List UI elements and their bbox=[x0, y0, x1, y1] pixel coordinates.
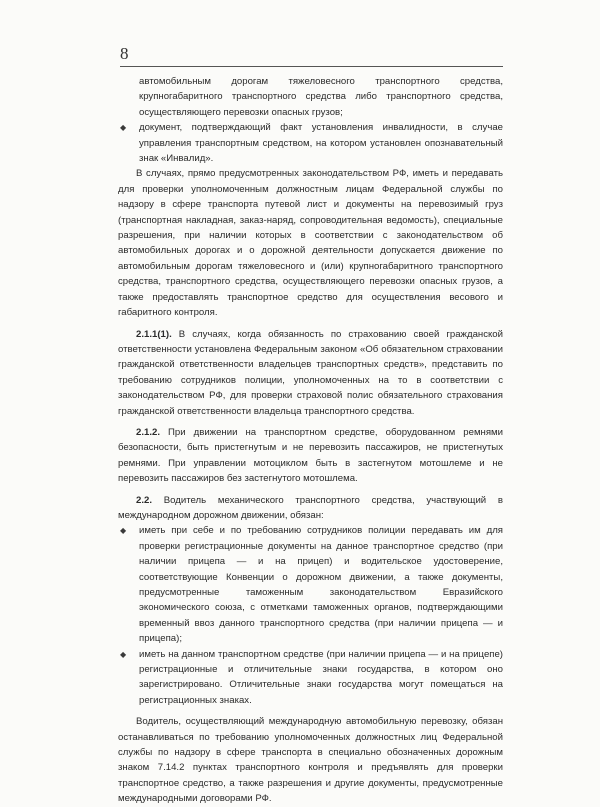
clause-text: В случаях, когда обязанность по страхованию своей гражданской ответственности установлена Федеральным законом «Об обязательном страховании гражданской ответственности владельцев транспортных средств», представить по требованию сотрудников полиции, уполномоченных на то в соответствии с законодательством РФ, для проверки страховой полис обязательного страхования гражданской ответственности владельца транспортного средства. bbox=[118, 328, 503, 417]
clause-number: 2.1.1(1). bbox=[136, 328, 172, 340]
list-item-continuation: автомобильным дорогам тяжеловесного транспортного средства, крупногабаритного транспортного средства либо транспортного средства, осуществляющего перевозки опасных грузов; bbox=[139, 76, 503, 118]
paragraph: В случаях, прямо предусмотренных законодательством РФ, иметь и передавать для проверки уполномоченным должностным лицам Федеральной службы по надзору в сфере транспорта путевой лист и документы на перевозимый груз (транспортная накладная, заказ-наряд, сопроводительная ведомость), специальные разрешения, при наличии которых в соответствии с законодательством об автомобильных дорогах и о дорожной деятельности допускается движение по автомобильным дорогам тяжеловесного и (или) крупногабаритного транспортного средства, транспортного средства, осуществляющего перевозки опасных грузов, а также предоставлять транспортное средство для осуществления весового и габаритного контроля. bbox=[118, 168, 503, 319]
list-item-text: документ, подтверждающий факт установления инвалидности, в случае управления транспортным средством, на котором установлен опознавательный знак «Инвалид». bbox=[139, 122, 503, 165]
page-number: 8 bbox=[120, 44, 129, 63]
clause-2-2 bbox=[118, 493, 503, 524]
clause-number: 2.1.2. bbox=[136, 426, 161, 438]
page-body bbox=[118, 74, 503, 807]
list-item bbox=[118, 647, 503, 709]
header-rule bbox=[120, 66, 503, 67]
list-item bbox=[118, 523, 503, 646]
bullet-icon: ◆ bbox=[120, 649, 127, 659]
bullet-icon: ◆ bbox=[120, 526, 127, 536]
clause-2-1-1-1 bbox=[118, 327, 503, 419]
clause-2-1-2 bbox=[118, 425, 503, 487]
list-item-text: иметь на данном транспортном средстве (при наличии прицепа — и на прицепе) регистрационные и отличительные знаки государства, в котором оно зарегистрировано. Отличительные знаки государства могут помещаться на регистрационных знаках. bbox=[139, 648, 503, 706]
paragraph: Водитель, осуществляющий международную автомобильную перевозку, обязан останавливаться по требованию уполномоченных должностных лиц Федеральной службы по надзору в сфере транспорта в специально обозначенных дорожным знаком 7.14.2 пунктах транспортного контроля и предъявлять для проверки транспортное средство, а также разрешения и другие документы, предусмотренные международными договорами РФ. bbox=[118, 716, 503, 805]
list-item-text: иметь при себе и по требованию сотрудников полиции передавать им для проверки регистрационные документы на данное транспортное средство (при наличии прицепа — и на прицеп) и водительское удостоверение, соответствующие Конвенции о дорожном движении, а также документы, предусмотренные таможенным законодательством Евразийского экономического союза, с отметками таможенных органов, подтверждающими временный ввоз данного транспортного средства (при наличии прицепа — и прицепа); bbox=[139, 525, 503, 645]
list-item bbox=[118, 120, 503, 166]
bullet-icon: ◆ bbox=[120, 123, 127, 133]
clause-text: При движении на транспортном средстве, оборудованном ремнями безопасности, быть пристегнутым и не перевозить пассажиров, не пристегнутых ремнями. При управлении мотоциклом быть в застегнутом мотошлеме и не перевозить пассажиров без застегнутого мотошлема. bbox=[118, 426, 503, 485]
clause-text: Водитель механического транспортного средства, участвующий в международном дорожном движении, обязан: bbox=[118, 494, 503, 521]
clause-number: 2.2. bbox=[136, 494, 153, 506]
